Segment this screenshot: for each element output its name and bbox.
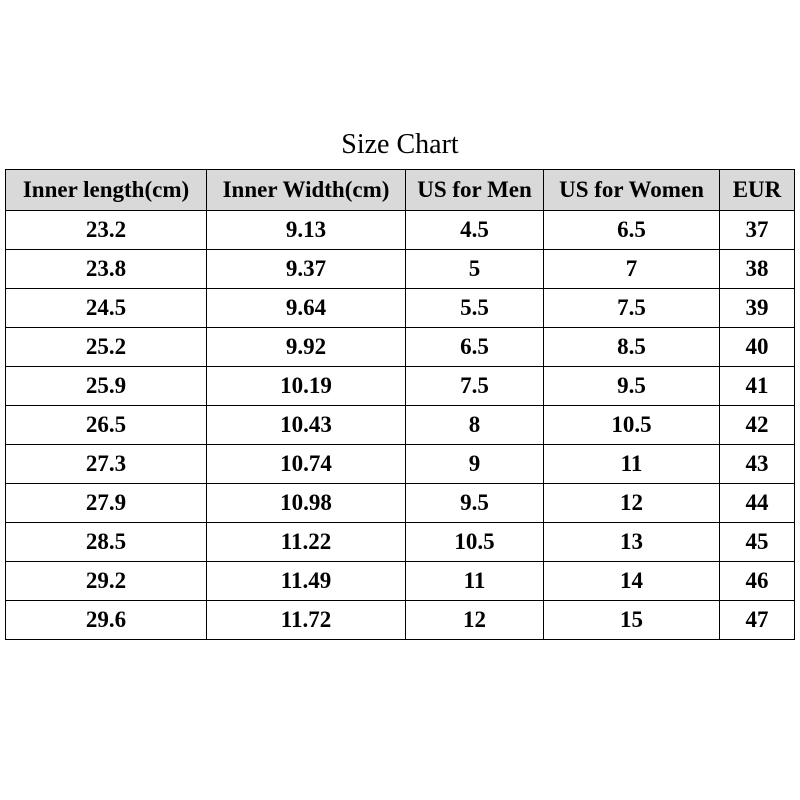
table-row: [6, 523, 795, 562]
inner-length-cell: 24.5: [6, 289, 207, 328]
eur-cell: 47: [720, 601, 795, 640]
inner-width-cell: 10.98: [207, 484, 406, 523]
table-row: [6, 367, 795, 406]
inner-length-cell: 23.2: [6, 211, 207, 250]
us-women-cell: 14: [544, 562, 720, 601]
us-women-cell: 8.5: [544, 328, 720, 367]
eur-cell: 45: [720, 523, 795, 562]
table-row: [6, 211, 795, 250]
header-us-men: US for Men: [406, 170, 544, 211]
inner-length-cell: 27.9: [6, 484, 207, 523]
table-body: [6, 211, 795, 640]
table-row: [6, 562, 795, 601]
header-inner-width: Inner Width(cm): [207, 170, 406, 211]
us-men-cell: 5: [406, 250, 544, 289]
chart-title: Size Chart: [341, 129, 459, 160]
inner-width-cell: 10.19: [207, 367, 406, 406]
header-us-women: US for Women: [544, 170, 720, 211]
us-women-cell: 7.5: [544, 289, 720, 328]
inner-width-cell: 9.37: [207, 250, 406, 289]
us-women-cell: 11: [544, 445, 720, 484]
inner-length-cell: 26.5: [6, 406, 207, 445]
inner-width-cell: 9.64: [207, 289, 406, 328]
us-women-cell: 10.5: [544, 406, 720, 445]
size-table: [5, 169, 795, 640]
inner-length-cell: 29.6: [6, 601, 207, 640]
eur-cell: 39: [720, 289, 795, 328]
header-row: [6, 170, 795, 211]
us-women-cell: 15: [544, 601, 720, 640]
header-eur: EUR: [720, 170, 795, 211]
us-women-cell: 6.5: [544, 211, 720, 250]
inner-width-cell: 10.43: [207, 406, 406, 445]
table-row: [6, 328, 795, 367]
us-men-cell: 6.5: [406, 328, 544, 367]
inner-length-cell: 29.2: [6, 562, 207, 601]
us-men-cell: 11: [406, 562, 544, 601]
inner-length-cell: 25.2: [6, 328, 207, 367]
table-row: [6, 406, 795, 445]
eur-cell: 37: [720, 211, 795, 250]
inner-width-cell: 9.92: [207, 328, 406, 367]
us-men-cell: 5.5: [406, 289, 544, 328]
table-row: [6, 484, 795, 523]
us-women-cell: 13: [544, 523, 720, 562]
us-women-cell: 12: [544, 484, 720, 523]
us-men-cell: 9.5: [406, 484, 544, 523]
us-women-cell: 9.5: [544, 367, 720, 406]
eur-cell: 41: [720, 367, 795, 406]
us-men-cell: 8: [406, 406, 544, 445]
table-row: [6, 601, 795, 640]
eur-cell: 43: [720, 445, 795, 484]
eur-cell: 42: [720, 406, 795, 445]
inner-width-cell: 10.74: [207, 445, 406, 484]
eur-cell: 46: [720, 562, 795, 601]
us-men-cell: 10.5: [406, 523, 544, 562]
eur-cell: 38: [720, 250, 795, 289]
inner-width-cell: 11.22: [207, 523, 406, 562]
table-row: [6, 250, 795, 289]
inner-length-cell: 25.9: [6, 367, 207, 406]
eur-cell: 44: [720, 484, 795, 523]
inner-width-cell: 11.49: [207, 562, 406, 601]
table-row: [6, 445, 795, 484]
inner-length-cell: 28.5: [6, 523, 207, 562]
inner-width-cell: 11.72: [207, 601, 406, 640]
us-men-cell: 7.5: [406, 367, 544, 406]
inner-width-cell: 9.13: [207, 211, 406, 250]
eur-cell: 40: [720, 328, 795, 367]
us-men-cell: 4.5: [406, 211, 544, 250]
header-inner-length: Inner length(cm): [6, 170, 207, 211]
us-women-cell: 7: [544, 250, 720, 289]
inner-length-cell: 27.3: [6, 445, 207, 484]
us-men-cell: 12: [406, 601, 544, 640]
table-row: [6, 289, 795, 328]
us-men-cell: 9: [406, 445, 544, 484]
inner-length-cell: 23.8: [6, 250, 207, 289]
